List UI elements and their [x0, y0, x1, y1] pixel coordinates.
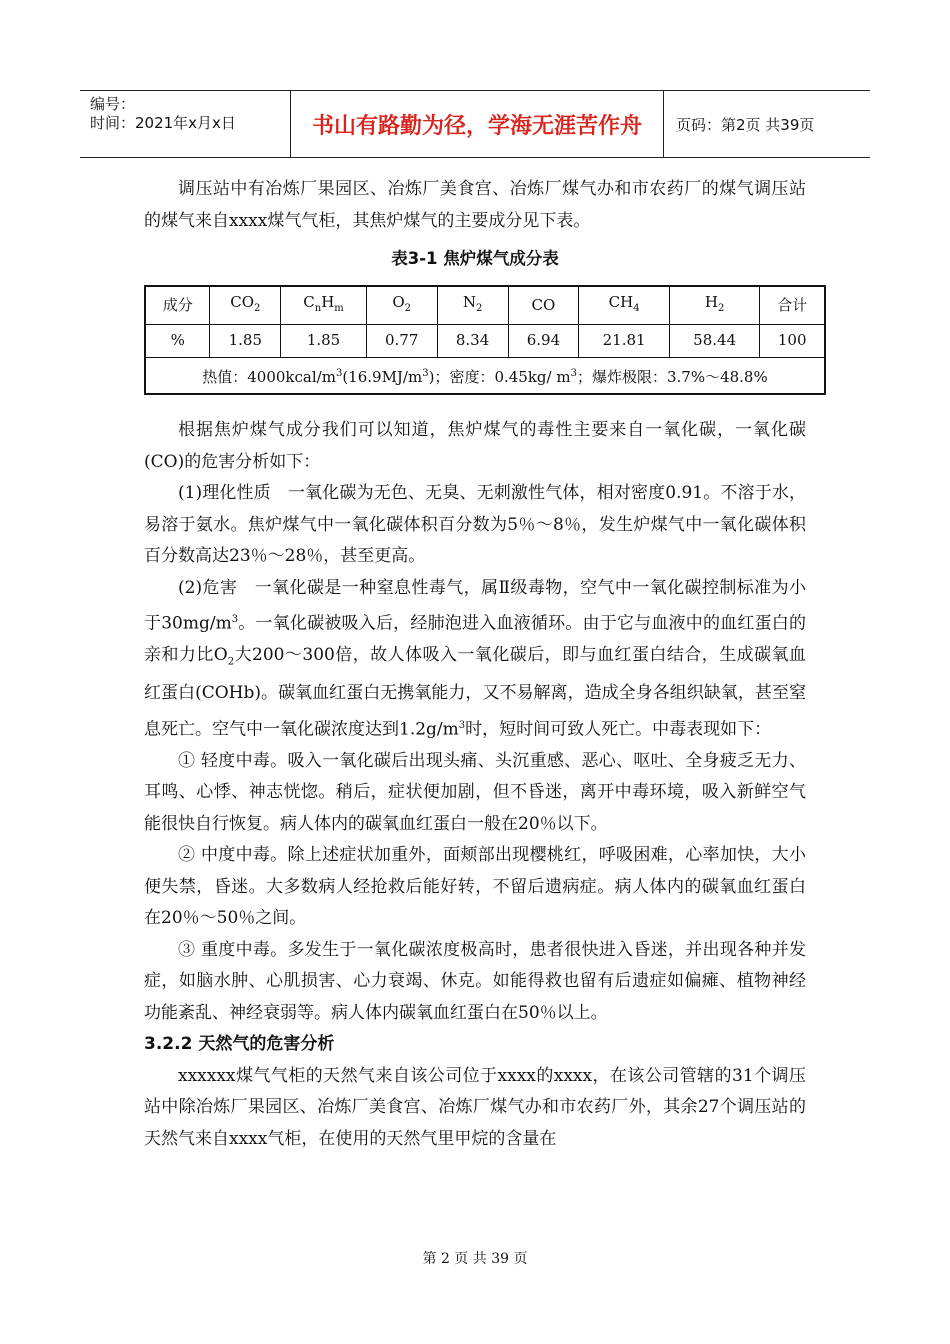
table-row — [145, 325, 825, 358]
intro-paragraph: 调压站中有冶炼厂果园区、冶炼厂美食宫、冶炼厂煤气办和市农药厂的煤气调压站的煤气来自xxxx煤气气柜，其焦炉煤气的主要成分见下表。 — [144, 179, 806, 231]
paragraph-co-intro: 根据焦炉煤气成分我们可以知道，焦炉煤气的毒性主要来自一氧化碳，一氧化碳(CO)的危害分析如下： — [144, 420, 806, 472]
header-cell-co2: $CO_2$ — [210, 286, 281, 325]
table-title: 表3-1 焦炉煤气成分表 — [391, 249, 559, 268]
header-motto: 书山有路勤为径，学海无涯苦作舟 — [291, 91, 664, 157]
header-cell-ch4: $CH_4$ — [579, 286, 670, 325]
composition-table — [144, 285, 826, 396]
paragraph-mild-poisoning: ① 轻度中毒。吸入一氧化碳后出现头痛、头沉重感、恶心、呕吐、全身疲乏无力、耳鸣、心悸、神志恍惚。稍后，症状便加剧，但不昏迷，离开中毒环境，吸入新鲜空气能很快自行恢复。病人体内的碳氧血红蛋白一般在20％以下。 — [144, 750, 806, 834]
value-cell: 6.94 — [508, 325, 579, 358]
table-header-row — [145, 286, 825, 325]
value-cell: 0.77 — [366, 325, 437, 358]
value-cell: 100 — [760, 325, 825, 358]
paragraph-hazard: (2)危害 一氧化碳是一种窒息性毒气，属Ⅱ级毒物，空气中一氧化碳控制标准为小于$30mg/m^3$。一氧化碳被吸入后，经肺泡进入血液循环。由于它与血液中的血红蛋白的亲和力比$O_2$大200～300倍，故人体吸入一氧化碳后，即与血红蛋白结合，生成碳氧血红蛋白(COHb)。碳氧血红蛋白无携氧能力，又不易解离，造成全身各组织缺氧，甚至窒息死亡。空气中一氧化碳浓度达到$1.2g/m^3$时，短时间可致人死亡。中毒表现如下： — [144, 577, 807, 740]
value-cell: 1.85 — [281, 325, 367, 358]
header-cell-total: 合计 — [760, 286, 825, 325]
header-cell-cnhm: $C_nH_m$ — [281, 286, 367, 325]
code-label: 编号： — [90, 95, 136, 113]
page-header — [80, 90, 870, 158]
row-label-percent: % — [145, 325, 210, 358]
paragraph-severe-poisoning: ③ 重度中毒。多发生于一氧化碳浓度极高时，患者很快进入昏迷，并出现各种并发症，如脑水肿、心肌损害、心力衰竭、休克。如能得救也留有后遗症如偏瘫、植物神经功能紊乱、神经衰弱等。病人体内碳氧血红蛋白在50％以上。 — [144, 939, 806, 1023]
table-footnote-row — [145, 357, 825, 394]
header-page-label: 页码：第2页 共39页 — [676, 115, 815, 134]
header-cell-co: CO — [508, 286, 579, 325]
paragraph-natural-gas: xxxxxx煤气气柜的天然气来自该公司位于xxxx的xxxx，在该公司管辖的31个调压站中除冶炼厂果园区、冶炼厂美食宫、冶炼厂煤气办和市农药厂外，其余27个调压站的天然气来自xxxx气柜，在使用的天然气里甲烷的含量在 — [144, 1065, 806, 1149]
value-cell: 21.81 — [579, 325, 670, 358]
page-footer: 第 2 页 共 39 页 — [422, 1251, 528, 1267]
paragraph-properties: (1)理化性质 一氧化碳为无色、无臭、无刺激性气体，相对密度0.91。不溶于水，易溶于氨水。焦炉煤气中一氧化碳体积百分数为5％～8％，发生炉煤气中一氧化碳体积百分数高达23％～28％，甚至更高。 — [144, 483, 806, 566]
section-heading-3-2-2: 3.2.2 天然气的危害分析 — [144, 1034, 335, 1055]
header-cell-component: 成分 — [145, 286, 210, 325]
header-cell-h2: $H_2$ — [669, 286, 760, 325]
time-label: 时间：2021年x月x日 — [90, 114, 236, 132]
value-cell: 58.44 — [669, 325, 760, 358]
table-footnote: 热值：$4000kcal/m^3(16.9MJ/m^3)$；密度：0.45kg/ $m^3$；爆炸极限：3.7%～48.8% — [145, 357, 825, 394]
header-cell-n2: $N_2$ — [437, 286, 508, 325]
header-meta — [80, 91, 291, 157]
value-cell: 1.85 — [210, 325, 281, 358]
value-cell: 8.34 — [437, 325, 508, 358]
paragraph-moderate-poisoning: ② 中度中毒。除上述症状加重外，面颊部出现樱桃红，呼吸困难，心率加快，大小便失禁，昏迷。大多数病人经抢救后能好转，不留后遗病症。病人体内的碳氧血红蛋白在20％～50％之间。 — [144, 845, 806, 929]
document-body — [144, 174, 806, 1155]
header-cell-o2: $O_2$ — [366, 286, 437, 325]
